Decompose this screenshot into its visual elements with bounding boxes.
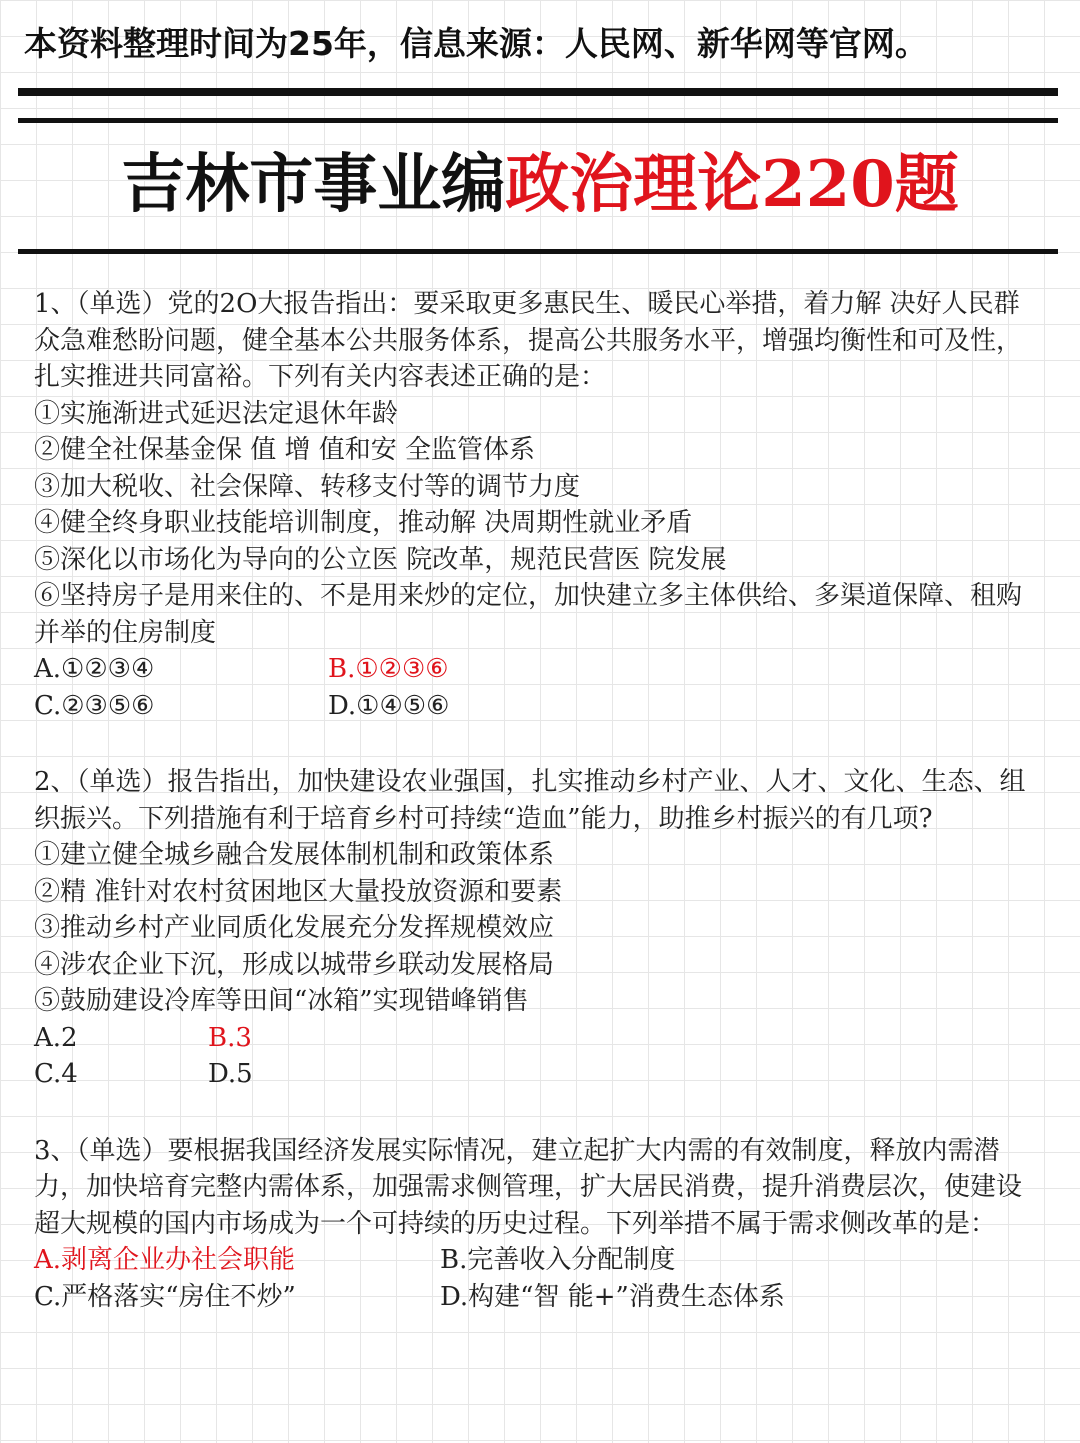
- statement-item: ②健全社保基金保 值 增 值和安 全监管体系: [34, 435, 536, 465]
- option-b-correct: B.①②③⑥: [328, 654, 449, 684]
- option-a: A.2: [34, 1022, 78, 1053]
- source-note: 本资料整理时间为25年，信息来源：人民网、新华网等官网。: [24, 24, 928, 63]
- question-stem: 3、（单选）要根据我国经济发展实际情况，建立起扩大内需的有效制度，释放内需潜力，加快培育完整内需体系，加强需求侧管理，扩大居民消费，提升消费层次，使建设超大规模的国内市场成为一个可持续的历史过程。下列举措不属于需求侧改革的是：: [34, 1135, 1023, 1239]
- option-d: D.构建“智 能+”消费生态体系: [440, 1281, 785, 1312]
- question-3: [34, 1133, 1044, 1316]
- option-a: A.①②③④: [34, 654, 155, 684]
- question-list: [34, 286, 1044, 1315]
- option-c: C.严格落实“房住不炒”: [34, 1281, 296, 1312]
- divider-top-thin: [18, 118, 1058, 123]
- statement-item: ⑤深化以市场化为导向的公立医 院改革，规范民营医 院发展: [34, 544, 727, 575]
- option-a-correct: A.剥离企业办社会职能: [34, 1245, 296, 1275]
- question-stem: 1、（单选）党的2O大报告指出：要采取更多惠民生、暖民心举措，着力解 决好人民群众急难愁盼问题，健全基本公共服务体系，提高公共服务水平，增强均衡性和可及性，扎实推进共同富裕。下列有关内容表述正确的是：: [34, 289, 1023, 392]
- divider-under-title: [18, 249, 1058, 254]
- options-row: [34, 1242, 1044, 1279]
- question-2: [34, 764, 1044, 1093]
- question-1: [34, 286, 1044, 724]
- options-row: [34, 1020, 1044, 1057]
- options-row: [34, 651, 1044, 688]
- statement-item: ①建立健全城乡融合发展体制机制和政策体系: [34, 840, 555, 870]
- statement-item: ④健全终身职业技能培训制度，推动解 决周期性就业矛盾: [34, 508, 693, 538]
- statement-item: ③推动乡村产业同质化发展充分发挥规模效应: [34, 913, 555, 943]
- page-title: [0, 142, 1080, 228]
- statement-item: ①实施渐进式延迟法定退休年龄: [34, 398, 399, 429]
- statement-item: ④涉农企业下沉，形成以城带乡联动发展格局: [34, 949, 555, 980]
- option-d: D.5: [208, 1059, 253, 1089]
- question-stem: 2、（单选）报告指出，加快建设农业强国，扎实推动乡村产业、人才、文化、生态、组织振兴。下列措施有利于培育乡村可持续“造血”能力，助推乡村振兴的有几项?: [34, 767, 1026, 834]
- statement-item: ③加大税收、社会保障、转移支付等的调节力度: [34, 471, 581, 502]
- option-b: B.完善收入分配制度: [440, 1245, 676, 1275]
- divider-top-thick: [18, 88, 1058, 96]
- option-c: C.4: [34, 1059, 78, 1089]
- options-row: [34, 1279, 1044, 1316]
- statement-item: ②精 准针对农村贫困地区大量投放资源和要素: [34, 876, 563, 907]
- option-d: D.①④⑤⑥: [328, 690, 450, 721]
- statement-item: ⑤鼓励建设冷库等田间“冰箱”实现错峰销售: [34, 986, 529, 1016]
- title-red-part: 政治理论220题: [505, 147, 959, 222]
- title-black-part: 吉林市事业编: [121, 147, 506, 222]
- options-row: [34, 688, 1044, 725]
- option-b-correct: B.3: [208, 1022, 252, 1053]
- options-row: [34, 1056, 1044, 1093]
- option-c: C.②③⑤⑥: [34, 690, 155, 721]
- statement-item: ⑥坚持房子是用来住的、不是用来炒的定位，加快建立多主体供给、多渠道保障、租购并举的住房制度: [34, 581, 1023, 648]
